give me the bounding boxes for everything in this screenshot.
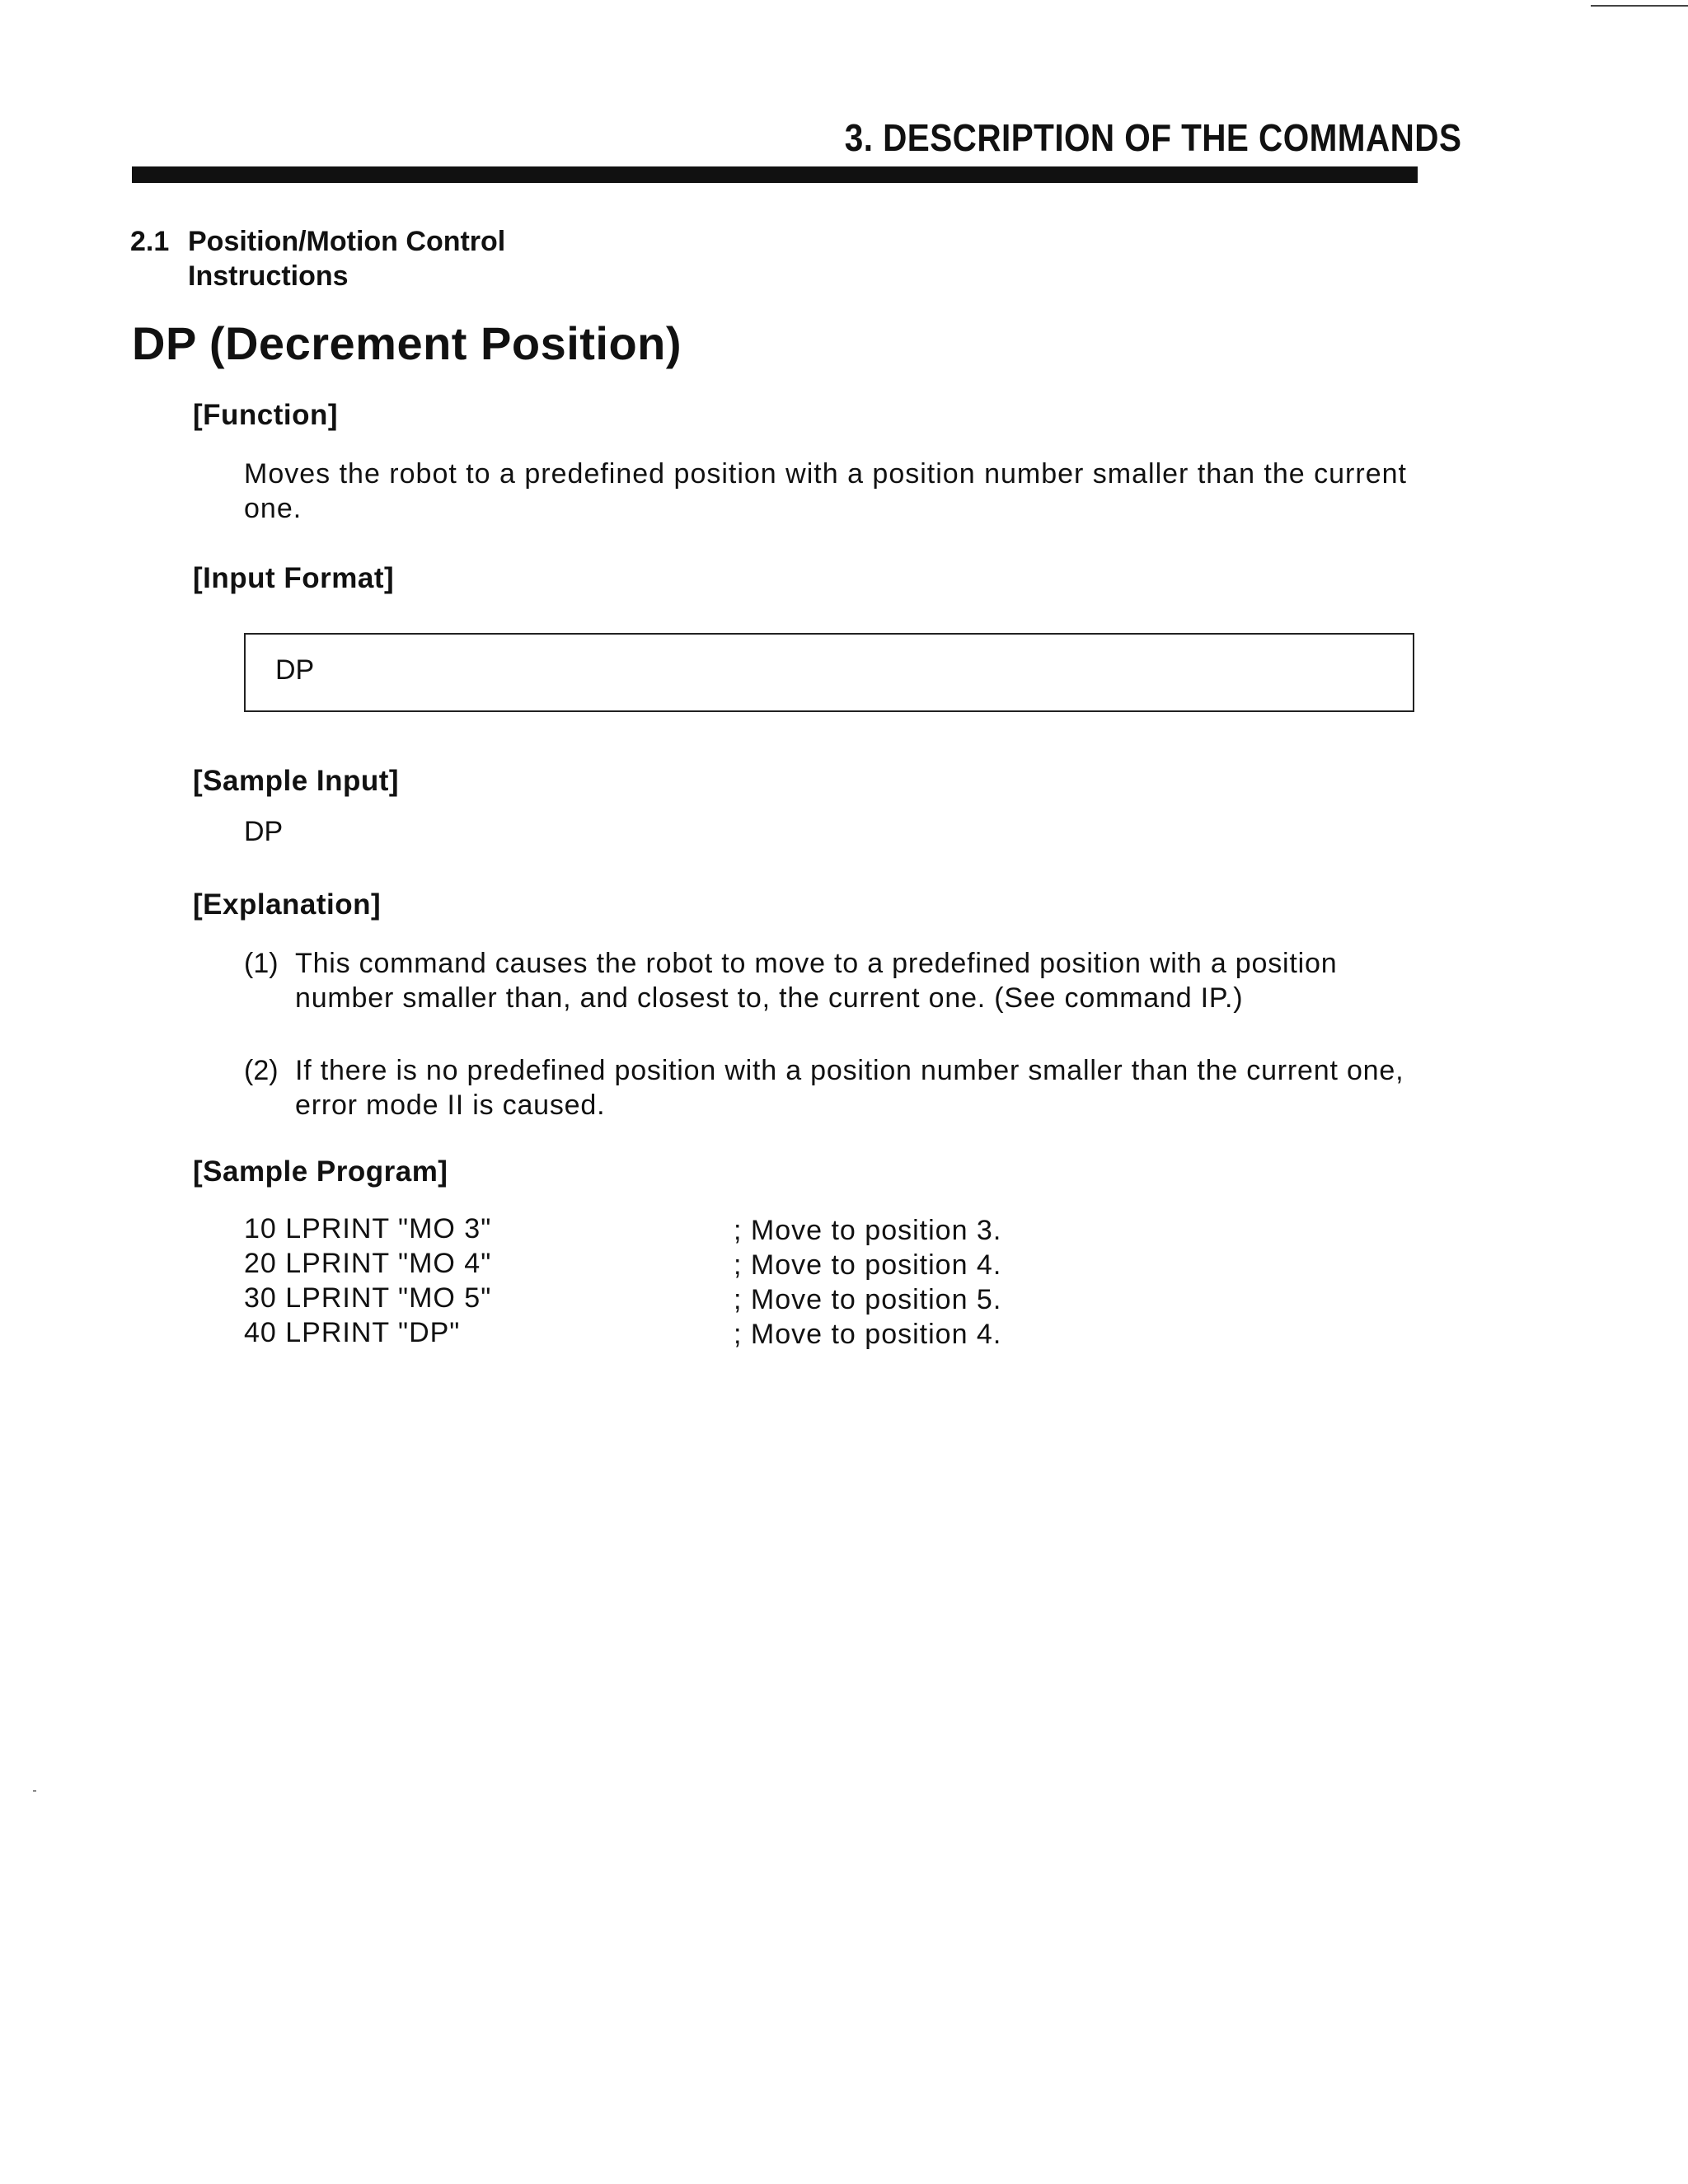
program-comment: ; Move to position 4. <box>734 1249 1002 1281</box>
program-code-line: 20 LPRINT "MO 4" <box>244 1248 492 1279</box>
explanation-item-number: (1) <box>244 948 279 979</box>
section-title-line-1: Position/Motion Control <box>188 226 506 257</box>
explanation-item-text: This command causes the robot to move to a predefined position with a position number smaller than, and closest to, the current one. (See command IP.) <box>295 948 1338 1014</box>
input-format-text: DP <box>275 654 315 686</box>
program-comment: ; Move to position 3. <box>734 1215 1002 1246</box>
input-format-heading: [Input Format] <box>193 562 395 594</box>
function-heading: [Function] <box>193 399 339 431</box>
sample-input-heading: [Sample Input] <box>193 765 400 797</box>
explanation-item-text: If there is no predefined position with a position number smaller than the current one, error mode II is caused. <box>295 1055 1404 1121</box>
sample-program-heading: [Sample Program] <box>193 1155 448 1188</box>
scan-edge-line <box>1591 5 1688 7</box>
header-rule <box>132 166 1418 183</box>
chapter-title: 3. DESCRIPTION OF THE COMMANDS <box>844 116 1462 159</box>
function-text: Moves the robot to a predefined position with a position number smaller than the current one. <box>244 458 1407 524</box>
program-comment: ; Move to position 5. <box>734 1284 1002 1315</box>
section-number: 2.1 <box>130 226 170 257</box>
section-title-line-2: Instructions <box>188 260 349 292</box>
program-code-line: 30 LPRINT "MO 5" <box>244 1282 492 1314</box>
sample-input-text: DP <box>244 816 284 847</box>
explanation-heading: [Explanation] <box>193 888 382 921</box>
scan-speck <box>33 1790 36 1792</box>
command-title: DP (Decrement Position) <box>132 317 682 369</box>
program-comment: ; Move to position 4. <box>734 1319 1002 1350</box>
program-code-line: 10 LPRINT "MO 3" <box>244 1213 492 1244</box>
input-format-box <box>244 633 1414 712</box>
explanation-item-number: (2) <box>244 1055 279 1086</box>
program-code-line: 40 LPRINT "DP" <box>244 1317 461 1348</box>
